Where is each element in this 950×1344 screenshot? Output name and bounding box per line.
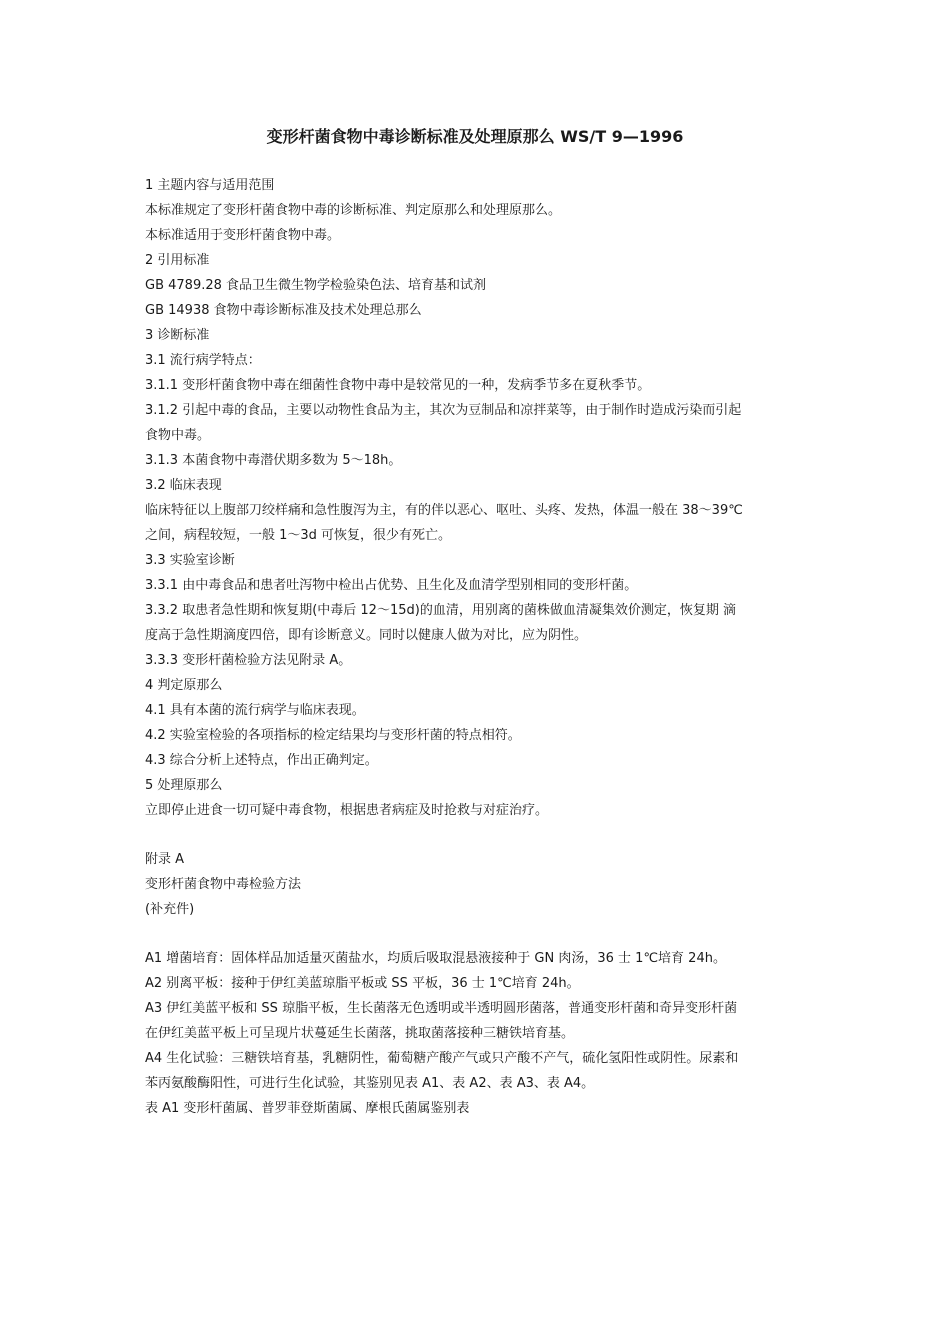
paragraph-line: 立即停止进食一切可疑中毒食物，根据患者病症及时抢救与对症治疗。 xyxy=(145,803,549,818)
paragraph-line: 4.2 实验室检验的各项指标的检定结果均与变形杆菌的特点相符。 xyxy=(145,728,521,743)
paragraph-line: 3.3.2 取患者急性期和恢复期(中毒后 12～15d)的血清，用别离的菌株做血清凝集效价测定，恢复期 滴 xyxy=(145,603,736,618)
appendix-label: 附录 A xyxy=(145,852,185,867)
paragraph-line: A3 伊红美蓝平板和 SS 琼脂平板，生长菌落无色透明或半透明圆形菌落，普通变形杆菌和奇异变形杆菌 xyxy=(145,1001,738,1016)
paragraph-line: GB 4789.28 食品卫生微生物学检验染色法、培育基和试剂 xyxy=(145,278,487,293)
paragraph-line: 在伊红美蓝平板上可呈现片状蔓延生长菌落，挑取菌落接种三糖铁培育基。 xyxy=(145,1026,575,1041)
paragraph-line: 本标准适用于变形杆菌食物中毒。 xyxy=(145,228,341,243)
paragraph-line: 3.3.1 由中毒食品和患者吐泻物中检出占优势、且生化及血清学型别相同的变形杆菌。 xyxy=(145,578,638,593)
paragraph-line: 度高于急性期滴度四倍，即有诊断意义。同时以健康人做为对比，应为阴性。 xyxy=(145,628,588,643)
paragraph-line: 3.1.2 引起中毒的食品，主要以动物性食品为主，其次为豆制品和凉拌菜等，由于制作时造成污染而引起 xyxy=(145,403,742,418)
spacer xyxy=(145,922,807,946)
subsection-heading: 3.1 流行病学特点： xyxy=(145,353,261,368)
paragraph-line: 本标准规定了变形杆菌食物中毒的诊断标准、判定原那么和处理原那么。 xyxy=(145,203,562,218)
appendix-title: 变形杆菌食物中毒检验方法 xyxy=(145,877,302,892)
section-heading: 4 判定原那么 xyxy=(145,678,223,693)
paragraph-line: 3.1.1 变形杆菌食物中毒在细菌性食物中毒中是较常见的一种，发病季节多在夏秋季节。 xyxy=(145,378,651,393)
subsection-heading: 3.2 临床表现 xyxy=(145,478,222,493)
section-heading: 5 处理原那么 xyxy=(145,778,223,793)
paragraph-line: 3.3.3 变形杆菌检验方法见附录 A。 xyxy=(145,653,352,668)
section-heading: 2 引用标准 xyxy=(145,253,210,268)
subsection-heading: 3.3 实验室诊断 xyxy=(145,553,235,568)
document-title: 变形杆菌食物中毒诊断标准及处理原那么 WS/T 9—1996 xyxy=(266,127,684,146)
paragraph-line: 3.1.3 本菌食物中毒潜伏期多数为 5～18h。 xyxy=(145,453,402,468)
section-heading: 3 诊断标准 xyxy=(145,328,210,343)
paragraph-line: 食物中毒。 xyxy=(145,428,211,443)
paragraph-line: 4.1 具有本菌的流行病学与临床表现。 xyxy=(145,703,365,718)
paragraph-line: 苯丙氨酸酶阳性，可进行生化试验，其鉴别见表 A1、表 A2、表 A3、表 A4。 xyxy=(145,1076,595,1091)
paragraph-line: A4 生化试验：三糖铁培育基，乳糖阴性，葡萄糖产酸产气或只产酸不产气，硫化氢阳性或阴性。尿素和 xyxy=(145,1051,739,1066)
paragraph-line: A2 别离平板：接种于伊红美蓝琼脂平板或 SS 平板，36 士 1℃培育 24h。 xyxy=(145,976,580,991)
paragraph-line: 4.3 综合分析上述特点，作出正确判定。 xyxy=(145,753,378,768)
paragraph-line: 之间，病程较短，一般 1～3d 可恢复，很少有死亡。 xyxy=(145,528,452,543)
paragraph-line: GB 14938 食物中毒诊断标准及技术处理总那么 xyxy=(145,303,422,318)
appendix-note: (补充件) xyxy=(145,902,195,917)
section-heading: 1 主题内容与适用范围 xyxy=(145,178,275,193)
document-body xyxy=(145,173,807,1121)
spacer xyxy=(145,823,807,847)
paragraph-line: 临床特征以上腹部刀绞样痛和急性腹泻为主，有的伴以恶心、呕吐、头疼、发热，体温一般在 38～39℃ xyxy=(145,503,743,518)
paragraph-line: A1 增菌培育：固体样品加适量灭菌盐水，均质后吸取混悬液接种于 GN 肉汤，36 士 1℃培育 24h。 xyxy=(145,951,726,966)
table-caption: 表 A1 变形杆菌属、普罗菲登斯菌属、摩根氏菌属鉴别表 xyxy=(145,1101,470,1116)
